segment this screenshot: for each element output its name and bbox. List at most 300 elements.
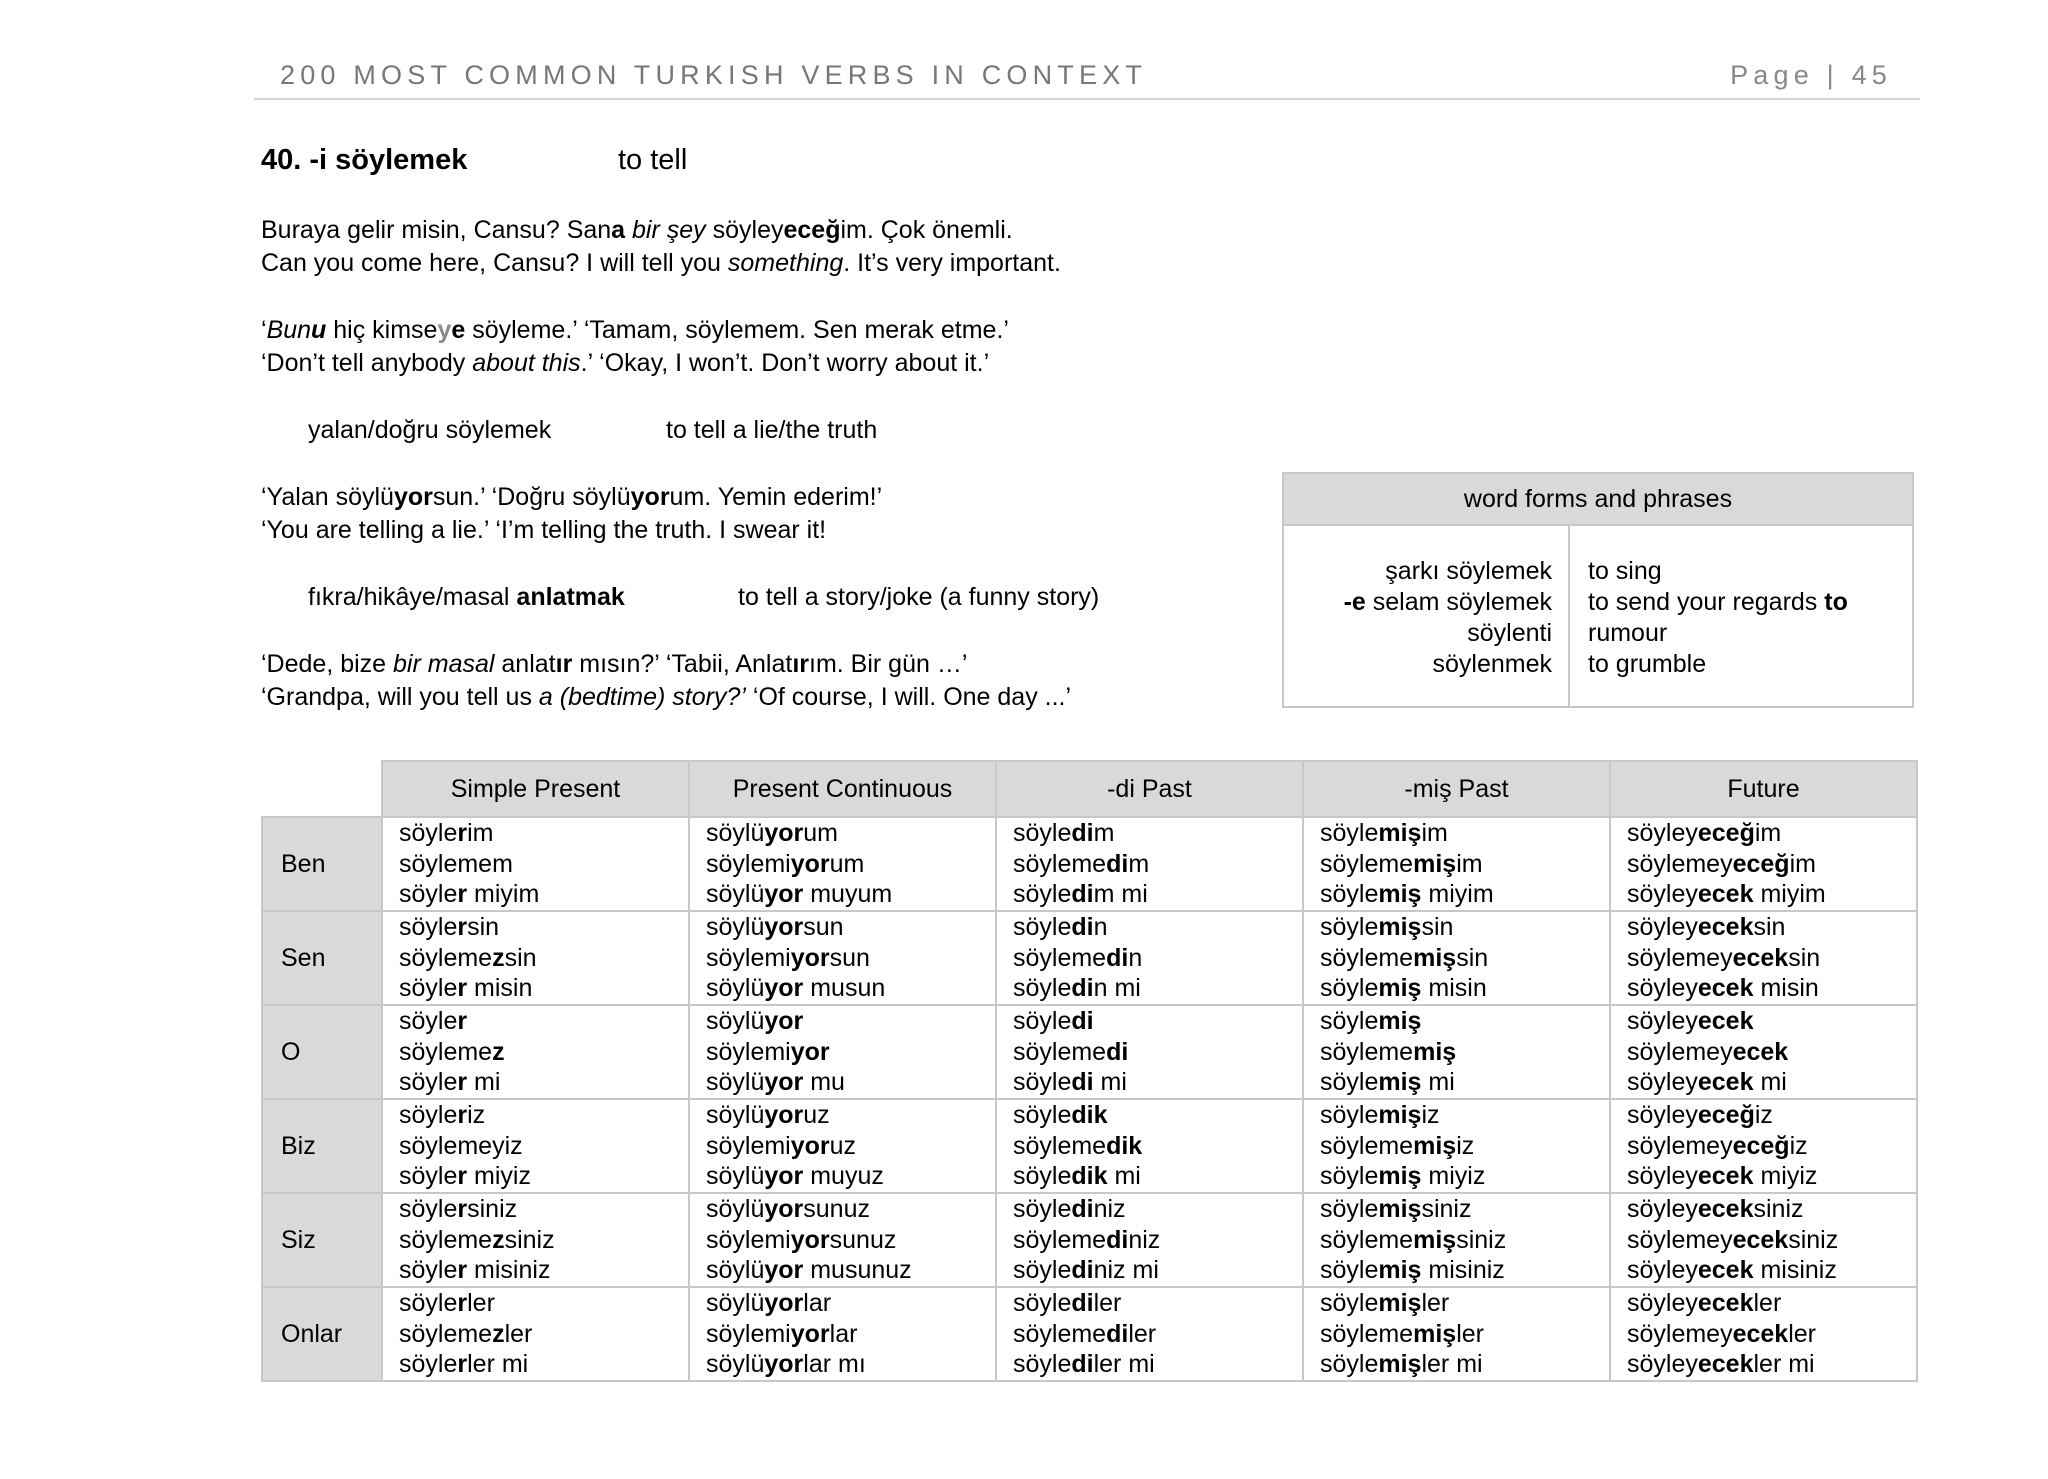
example-tr-4: [261, 648, 967, 681]
text-run: lar: [803, 1289, 832, 1318]
text-run: ecek: [1732, 943, 1789, 972]
conjugation-cell: [996, 1193, 1303, 1287]
text-run: yor: [764, 1195, 804, 1224]
verb-form: [1320, 943, 1609, 974]
conjugation-cell: [689, 1287, 996, 1381]
verb-form: [1013, 1131, 1302, 1162]
text-run: söylü: [706, 1195, 765, 1224]
text-run: eceğ: [1697, 819, 1755, 848]
text-run: siniz: [467, 1195, 518, 1224]
text-run: söyle: [1013, 1289, 1072, 1318]
text-run: miş: [1378, 1162, 1422, 1191]
verb-form: [1013, 1225, 1302, 1256]
text-run: mi: [1753, 1068, 1787, 1097]
text-run: söyleme: [1320, 849, 1414, 878]
text-run: miş: [1378, 1289, 1422, 1318]
text-run: z: [492, 943, 505, 972]
text-run: söyle: [1320, 1350, 1379, 1379]
verb-form: [399, 943, 688, 974]
pronoun-cell: Biz: [262, 1099, 382, 1193]
text-run: söyle: [399, 1289, 458, 1318]
verb-form: [1013, 1161, 1302, 1192]
text-run: ‘Dede, bize: [261, 650, 394, 678]
entry-title: 40. -i söylemek: [261, 144, 468, 176]
text-run: -e: [1343, 588, 1366, 616]
text-run: söyle: [399, 913, 458, 942]
text-run: di: [1106, 1037, 1129, 1066]
text-run: miş: [1378, 913, 1422, 942]
text-run: di: [1106, 943, 1129, 972]
text-run: miş: [1378, 1195, 1422, 1224]
text-run: iz: [1421, 1101, 1440, 1130]
verb-form: [706, 912, 995, 943]
verb-form: [706, 1067, 995, 1098]
text-run: ecek: [1697, 1162, 1754, 1191]
text-run: söyleme: [399, 943, 493, 972]
text-run: mu: [803, 1068, 845, 1097]
conjugation-cell: [382, 1193, 689, 1287]
verb-form: [706, 1194, 995, 1225]
text-run: söylü: [706, 974, 765, 1003]
conjugation-cell: [382, 1099, 689, 1193]
text-run: söylemi: [706, 1225, 791, 1254]
text-run: miyiz: [1753, 1162, 1818, 1191]
text-run: misin: [1421, 974, 1487, 1003]
text-run: yor: [764, 1007, 804, 1036]
text-run: dik: [1106, 1131, 1143, 1160]
verb-form: [1627, 1288, 1916, 1319]
text-run: söyley: [1627, 1101, 1698, 1130]
conjugation-cell: [382, 817, 689, 911]
text-run: iz: [467, 1101, 486, 1130]
verb-form: [399, 912, 688, 943]
phrase-tr-1: [308, 414, 551, 447]
text-run: yor: [764, 1068, 804, 1097]
text-run: r: [457, 1162, 468, 1191]
text-run: miş: [1378, 1350, 1422, 1379]
verb-form: [1320, 1319, 1609, 1350]
text-run: selam söylemek: [1365, 588, 1552, 616]
text-run: söyle: [1320, 1162, 1379, 1191]
text-run: di: [1106, 1319, 1129, 1348]
word-form-en: [1588, 649, 1912, 680]
text-run: di: [1071, 1256, 1094, 1285]
text-run: yor: [764, 1101, 804, 1130]
text-run: siniz: [1788, 1225, 1839, 1254]
table-row: [262, 1099, 1917, 1193]
text-run: miyiz: [467, 1162, 531, 1191]
text-run: eceğ: [783, 216, 841, 244]
text-run: lar mı: [803, 1350, 866, 1379]
text-run: söyleme: [1320, 1037, 1414, 1066]
word-forms-title: word forms and phrases: [1284, 474, 1912, 526]
text-run: r: [457, 1068, 468, 1097]
text-run: iz: [1754, 1101, 1773, 1130]
verb-form: [1320, 1255, 1609, 1286]
text-run: ım. Bir gün …’: [809, 650, 968, 678]
verb-form: [399, 1006, 688, 1037]
text-run: ler mi: [1093, 1350, 1155, 1379]
text-run: söyle: [1013, 1195, 1072, 1224]
text-run: r: [457, 974, 468, 1003]
conjugation-cell: [996, 1287, 1303, 1381]
text-run: miş: [1378, 1256, 1422, 1285]
text-run: söylemey: [1627, 1225, 1733, 1254]
verb-form: [1627, 1194, 1916, 1225]
word-form-en: [1588, 556, 1912, 587]
verb-form: [1627, 1037, 1916, 1068]
pronoun-cell: Sen: [262, 911, 382, 1005]
text-run: misiniz: [1753, 1256, 1837, 1285]
text-run: niz mi: [1093, 1256, 1159, 1285]
verb-form: [1627, 1319, 1916, 1350]
text-run: a (bedtime) story?’: [538, 683, 746, 711]
verb-form: [1627, 849, 1916, 880]
pronoun-cell: Onlar: [262, 1287, 382, 1381]
verb-form: [1320, 849, 1609, 880]
text-run: söyle: [1013, 1256, 1072, 1285]
verb-form: [1627, 912, 1916, 943]
text-run: ecek: [1732, 1319, 1789, 1348]
example-en-2: [261, 347, 989, 380]
verb-form: [399, 818, 688, 849]
text-run: söyle: [1320, 1195, 1379, 1224]
text-run: yor: [790, 1131, 830, 1160]
verb-form: [1013, 1288, 1302, 1319]
text-run: söyle: [1320, 1068, 1379, 1097]
text-run: Can you come here, Cansu? I will tell you: [261, 249, 728, 277]
text-run: ecek: [1697, 913, 1754, 942]
text-run: misiniz: [467, 1256, 551, 1285]
text-run: siniz: [1456, 1225, 1507, 1254]
verb-form: [399, 1349, 688, 1380]
example-tr-3: [261, 481, 882, 514]
verb-form: [1320, 1037, 1609, 1068]
text-run: söyle: [399, 880, 458, 909]
pronoun-cell: Siz: [262, 1193, 382, 1287]
text-run: söyleme: [1320, 1225, 1414, 1254]
text-run: söyleme: [399, 1037, 493, 1066]
text-run: söyle: [399, 974, 458, 1003]
text-run: söyleme: [399, 1225, 493, 1254]
text-run: yor: [790, 1319, 830, 1348]
verb-form: [1627, 1131, 1916, 1162]
verb-form: [1627, 1100, 1916, 1131]
text-run: söyley: [705, 216, 784, 244]
text-run: söylemi: [706, 943, 791, 972]
text-run: a: [611, 216, 626, 244]
text-run: di: [1106, 849, 1129, 878]
verb-form: [706, 943, 995, 974]
text-run: di: [1071, 1289, 1094, 1318]
verb-form: [1320, 1161, 1609, 1192]
text-run: yor: [393, 483, 433, 511]
text-run: miş: [1413, 943, 1457, 972]
column-header-di-past: -di Past: [996, 761, 1303, 817]
page-number: Page | 45: [1730, 60, 1892, 90]
verb-form: [706, 1319, 995, 1350]
text-run: ‘: [261, 316, 267, 344]
column-header-mis-past: -miş Past: [1303, 761, 1610, 817]
phrase-tr-2: [308, 581, 625, 614]
text-run: ler mi: [1421, 1350, 1483, 1379]
text-run: söyley: [1627, 819, 1698, 848]
text-run: yor: [764, 974, 804, 1003]
example-en-4: [261, 681, 1071, 714]
text-run: niz: [1093, 1195, 1126, 1224]
verb-form: [1013, 1319, 1302, 1350]
word-form-en: [1588, 587, 1912, 618]
text-run: söyle: [1013, 974, 1072, 1003]
verb-form: [399, 849, 688, 880]
conjugation-cell: [689, 1193, 996, 1287]
text-run: söylemey: [1627, 1131, 1733, 1160]
table-row: [262, 1005, 1917, 1099]
text-run: musun: [803, 974, 886, 1003]
text-run: söyle: [1320, 913, 1379, 942]
text-run: söylü: [706, 1101, 765, 1130]
verb-form: [1627, 1349, 1916, 1380]
text-run: ecek: [1697, 1007, 1754, 1036]
verb-form: [1013, 1194, 1302, 1225]
text-run: ecek: [1697, 1195, 1754, 1224]
text-run: ecek: [1697, 1289, 1754, 1318]
text-run: söyley: [1627, 1195, 1698, 1224]
text-run: z: [492, 1225, 505, 1254]
text-run: söyle: [1013, 1101, 1072, 1130]
conjugation-cell: [689, 817, 996, 911]
text-run: misin: [1753, 974, 1819, 1003]
text-run: y: [437, 316, 452, 344]
text-run: sun.’ ‘Doğru söylü: [432, 483, 631, 511]
text-run: fıkra/hikâye/masal: [308, 583, 517, 611]
text-run: ecek: [1697, 1350, 1754, 1379]
conjugation-cell: [689, 1099, 996, 1193]
text-run: ler: [1421, 1289, 1450, 1318]
text-run: im: [1421, 819, 1448, 848]
text-run: di: [1106, 1225, 1129, 1254]
table-row: [262, 911, 1917, 1005]
text-run: söylemey: [1627, 849, 1733, 878]
text-run: sin: [1421, 913, 1454, 942]
text-run: yor: [630, 483, 670, 511]
text-run: r: [457, 1101, 468, 1130]
text-run: z: [492, 1319, 505, 1348]
text-run: söylemi: [706, 1037, 791, 1066]
text-run: di: [1071, 819, 1094, 848]
text-run: yor: [764, 913, 804, 942]
verb-form: [1320, 1288, 1609, 1319]
text-run: söyle: [1013, 880, 1072, 909]
verb-form: [1320, 818, 1609, 849]
text-run: sin: [1788, 943, 1821, 972]
text-run: n: [1128, 943, 1143, 972]
text-run: iz: [1456, 1131, 1475, 1160]
conjugation-cell: [689, 911, 996, 1005]
verb-form: [706, 1288, 995, 1319]
text-run: muyuz: [803, 1162, 884, 1191]
word-forms-english: [1570, 526, 1912, 706]
verb-form: [1013, 879, 1302, 910]
text-run: misin: [467, 974, 533, 1003]
text-run: about this: [472, 349, 581, 377]
text-run: Bun: [266, 316, 312, 344]
text-run: di: [1071, 913, 1094, 942]
text-run: yor: [790, 849, 830, 878]
example-tr-2: [261, 314, 1009, 347]
verb-form: [1627, 973, 1916, 1004]
text-run: anlat: [494, 650, 556, 678]
text-run: eceğ: [1732, 1131, 1790, 1160]
text-run: mi: [1107, 1162, 1141, 1191]
text-run: söyle: [1013, 913, 1072, 942]
text-run: miyim: [1421, 880, 1494, 909]
text-run: r: [457, 913, 468, 942]
text-run: anlatmak: [516, 583, 625, 611]
text-run: söyleme: [1013, 849, 1107, 878]
verb-form: [1320, 1194, 1609, 1225]
text-run: söyley: [1627, 913, 1698, 942]
text-run: miyim: [1753, 880, 1826, 909]
text-run: sin: [1456, 943, 1489, 972]
text-run: söylenti: [1467, 619, 1552, 647]
word-form-tr: [1284, 587, 1552, 618]
text-run: söylemi: [706, 1131, 791, 1160]
text-run: söyle: [1320, 1256, 1379, 1285]
text-run: söylü: [706, 1350, 765, 1379]
text-run: to tell a lie/the truth: [666, 416, 878, 444]
text-run: söylemeyiz: [399, 1131, 523, 1160]
verb-form: [399, 1194, 688, 1225]
text-run: söyle: [399, 1007, 458, 1036]
text-run: Buraya gelir misin, Cansu? San: [261, 216, 612, 244]
conjugation-cell: [1610, 1287, 1917, 1381]
verb-form: [1320, 1225, 1609, 1256]
text-run: söyley: [1627, 1256, 1698, 1285]
table-row: [262, 1287, 1917, 1381]
text-run: söyle: [1013, 1350, 1072, 1379]
verb-form: [706, 973, 995, 1004]
text-run: sin: [1753, 913, 1786, 942]
verb-form: [399, 1319, 688, 1350]
text-run: r: [457, 819, 468, 848]
text-run: miş: [1413, 849, 1457, 878]
text-run: söylü: [706, 880, 765, 909]
word-forms-turkish: [1284, 526, 1570, 706]
text-run: di: [1071, 1350, 1094, 1379]
verb-form: [706, 1006, 995, 1037]
text-run: söylemi: [706, 849, 791, 878]
table-corner: [262, 761, 382, 817]
text-run: musunuz: [803, 1256, 912, 1285]
verb-form: [1320, 1100, 1609, 1131]
verb-form: [1320, 1006, 1609, 1037]
conjugation-cell: [382, 911, 689, 1005]
verb-form: [1013, 912, 1302, 943]
text-run: söyle: [399, 1256, 458, 1285]
text-run: di: [1071, 880, 1094, 909]
verb-form: [1627, 1161, 1916, 1192]
text-run: ecek: [1697, 1256, 1754, 1285]
word-form-tr: [1284, 618, 1552, 649]
text-run: to sing: [1588, 557, 1662, 585]
conjugation-cell: [382, 1005, 689, 1099]
text-run: miş: [1413, 1319, 1457, 1348]
text-run: söyle: [399, 1195, 458, 1224]
text-run: yor: [764, 1162, 804, 1191]
text-run: söyleme: [1013, 1131, 1107, 1160]
text-run: r: [457, 880, 468, 909]
text-run: söyleme: [399, 1319, 493, 1348]
text-run: mi: [1093, 1068, 1127, 1097]
text-run: söyle: [1013, 1162, 1072, 1191]
text-run: söyle: [399, 1068, 458, 1097]
text-run: to: [1824, 588, 1848, 616]
word-forms-box: [1282, 472, 1914, 708]
text-run: sun: [829, 943, 870, 972]
verb-form: [399, 1225, 688, 1256]
text-run: söylemey: [1627, 943, 1733, 972]
text-run: r: [457, 1256, 468, 1285]
text-run: söyle: [1320, 974, 1379, 1003]
verb-form: [1627, 818, 1916, 849]
text-run: söyle: [399, 819, 458, 848]
verb-form: [399, 1161, 688, 1192]
text-run: yalan/doğru söylemek: [308, 416, 552, 444]
text-run: miş: [1378, 974, 1422, 1003]
text-run: yor: [790, 1225, 830, 1254]
text-run: yor: [764, 1350, 804, 1379]
example-tr-1: [261, 214, 1013, 247]
verb-form: [1013, 818, 1302, 849]
conjugation-cell: [1303, 1005, 1610, 1099]
text-run: söylemem: [399, 849, 513, 878]
text-run: e: [451, 316, 466, 344]
verb-form: [1320, 1067, 1609, 1098]
text-run: söyley: [1627, 880, 1698, 909]
text-run: söyleme.’ ‘Tamam, söylemem. Sen merak etme.’: [465, 316, 1009, 344]
text-run: iz: [1789, 1131, 1808, 1160]
text-run: söylü: [706, 1068, 765, 1097]
text-run: ‘You are telling a lie.’ ‘I’m telling the truth. I swear it!: [261, 516, 827, 544]
verb-form: [706, 818, 995, 849]
verb-form: [399, 1131, 688, 1162]
text-run: bir şey: [632, 216, 706, 244]
conjugation-cell: [689, 1005, 996, 1099]
text-run: di: [1071, 1068, 1094, 1097]
text-run: hiç kimse: [326, 316, 438, 344]
page-header: [254, 58, 1920, 100]
text-run: di: [1071, 974, 1094, 1003]
text-run: söylü: [706, 1256, 765, 1285]
pronoun-cell: Ben: [262, 817, 382, 911]
text-run: ler: [1093, 1289, 1122, 1318]
conjugation-cell: [996, 1099, 1303, 1193]
text-run: siniz: [1421, 1195, 1472, 1224]
text-run: mi: [467, 1068, 501, 1097]
text-run: mısın?’ ‘Tabii, Anlat: [572, 650, 793, 678]
verb-form: [1627, 1067, 1916, 1098]
text-run: sun: [803, 913, 844, 942]
text-run: eceğ: [1697, 1101, 1755, 1130]
text-run: .’ ‘Okay, I won’t. Don’t worry about it.’: [580, 349, 990, 377]
text-run: söyley: [1627, 974, 1698, 1003]
text-run: dik: [1071, 1101, 1108, 1130]
text-run: sin: [504, 943, 537, 972]
verb-form: [1320, 1131, 1609, 1162]
verb-form: [706, 879, 995, 910]
verb-form: [1013, 1037, 1302, 1068]
